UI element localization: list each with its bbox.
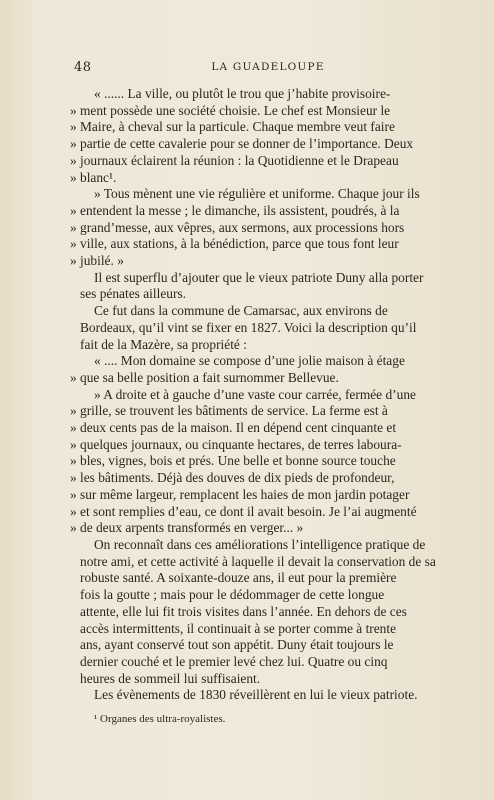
text-line: heures de sommeil lui suffisaient. [80, 670, 261, 686]
text-line: robuste santé. A soixante-douze ans, il eut pour la première [80, 570, 397, 586]
text-line: » entendent la messe ; le dimanche, ils assistent, poudrés, à la [80, 203, 462, 220]
text-line: » Maire, à cheval sur la particule. Chaque membre veut faire [80, 119, 462, 136]
text-line: dernier couché et le premier levé chez lui. Quatre ou cinq [80, 653, 388, 669]
text-line: Ce fut dans la commune de Camarsac, aux environs de [94, 303, 388, 319]
text-line: Il est superflu d’ajouter que le vieux patriote Duny alla porter [94, 269, 424, 285]
page-number: 48 [74, 60, 92, 75]
text-line: ses pénates ailleurs. [80, 286, 186, 302]
text-line: « .... Mon domaine se compose d’une jolie maison à étage [94, 353, 405, 369]
text-line: fait de la Mazère, sa propriété : [80, 336, 247, 352]
text-line: fois la goutte ; mais pour le dédommager de cette longue [80, 587, 385, 603]
text-line: Bordeaux, qu’il vint se fixer en 1827. Voici la description qu’il [80, 319, 417, 335]
text-line: » A droite et à gauche d’une vaste cour carrée, fermée d’une [94, 386, 416, 402]
text-line: attente, elle lui fit trois visites dans l’année. En dehors de ces [80, 603, 407, 619]
text-line: On reconnaît dans ces améliorations l’intelligence pratique de [94, 536, 426, 552]
text-line: » de deux arpents transformés en verger... » [80, 520, 462, 537]
text-line: » que sa belle position a fait surnommer Bellevue. [80, 370, 462, 387]
text-line: » deux cents pas de la maison. Il en dépend cent cinquante et [80, 420, 462, 437]
text-line: » Tous mènent une vie régulière et uniforme. Chaque jour ils [94, 186, 420, 202]
text-line: » grille, se trouvent les bâtiments de service. La ferme est à [80, 403, 462, 420]
text-line: « ...... La ville, ou plutôt le trou que j’habite provisoire- [94, 86, 391, 101]
text-line: accès intermittents, il continuait à se porter comme à trente [80, 620, 397, 636]
text-line: » grand’messe, aux vêpres, aux sermons, aux processions hors [80, 220, 462, 237]
text-line: ans, ayant conservé tout son appétit. Duny était toujours le [80, 637, 394, 653]
text-line: » journaux éclairent la réunion : la Quotidienne et le Drapeau [80, 153, 462, 170]
text-line: Les évènements de 1830 réveillèrent en lui le vieux patriote. [94, 687, 418, 703]
page-header [74, 60, 462, 76]
text-line: » ville, aux stations, à la bénédiction, parce que tous font leur [80, 236, 462, 253]
running-head: LA GUADELOUPE [211, 61, 325, 73]
text-line: » jubilé. » [80, 253, 462, 270]
text-line: » et sont remplies d’eau, ce dont il avait besoin. Je l’ai augmenté [80, 504, 462, 521]
text-line: » blanc¹. [80, 170, 462, 187]
text-line: » quelques journaux, ou cinquante hectares, de terres laboura- [80, 437, 462, 454]
text-line: » sur même largeur, remplacent les haies de mon jardin potager [80, 487, 462, 504]
text-line: » ment possède une société choisie. Le chef est Monsieur le [80, 103, 462, 120]
footnote: ¹ Organes des ultra-royalistes. [94, 713, 226, 725]
text-line: » bles, vignes, bois et prés. Une belle et bonne source touche [80, 453, 462, 470]
body-text [80, 86, 462, 704]
text-line: » partie de cette cavalerie pour se donner de l’importance. Deux [80, 136, 462, 153]
text-line: » les bâtiments. Déjà des douves de dix pieds de profondeur, [80, 470, 462, 487]
text-line: notre ami, et cette activité à laquelle il devait la conservation de sa [80, 553, 436, 569]
